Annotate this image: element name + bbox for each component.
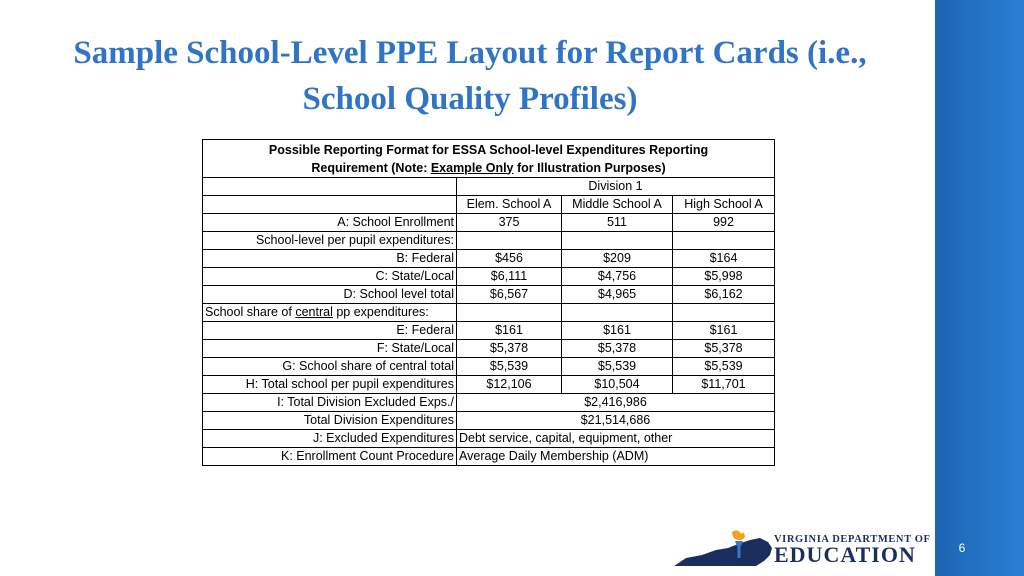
table-row-enrollment: [203, 214, 775, 232]
slide-title-line-2: School Quality Profiles): [302, 81, 638, 117]
cell-value: $5,378: [562, 340, 673, 358]
row-label: B: Federal: [203, 250, 457, 268]
cell-value: $5,378: [673, 340, 775, 358]
central-label-post: pp expenditures:: [332, 305, 429, 319]
blank-cell: [203, 196, 457, 214]
cell-value: $456: [457, 250, 562, 268]
table-row-central-heading: [203, 304, 775, 322]
cell-value: $161: [457, 322, 562, 340]
table-header-line-2-post: for Illustration Purposes): [513, 160, 666, 175]
cell-value: $11,701: [673, 376, 775, 394]
logo-text-top: VIRGINIA DEPARTMENT OF: [774, 534, 931, 545]
table-row-central-state: [203, 340, 775, 358]
cell-value: $5,378: [457, 340, 562, 358]
table-header-line-2-underlined: Example Only: [430, 160, 514, 175]
row-label: E: Federal: [203, 322, 457, 340]
cell-value: $5,539: [562, 358, 673, 376]
cell-value: $5,539: [673, 358, 775, 376]
table-row-division-exps: [203, 412, 775, 430]
cell-value: $164: [673, 250, 775, 268]
cell-value: $6,162: [673, 286, 775, 304]
cell-value: Average Daily Membership (ADM): [457, 448, 775, 466]
row-label: C: State/Local: [203, 268, 457, 286]
table-row-total-pp: [203, 376, 775, 394]
row-label: [203, 304, 457, 322]
table-row-school-total: [203, 286, 775, 304]
central-label-underlined: central: [295, 305, 333, 319]
cell-value: $2,416,986: [457, 394, 775, 412]
virginia-state-torch-icon: [672, 528, 776, 568]
cell-value: $12,106: [457, 376, 562, 394]
row-label: School-level per pupil expenditures:: [203, 232, 457, 250]
row-label: J: Excluded Expenditures: [203, 430, 457, 448]
cell-value: 992: [673, 214, 775, 232]
slide-title: [30, 30, 910, 122]
cell-value: $6,567: [457, 286, 562, 304]
slide-title-line-1: Sample School-Level PPE Layout for Report Cards (i.e.,: [73, 35, 867, 71]
row-label: D: School level total: [203, 286, 457, 304]
table-row-excluded-exps: [203, 394, 775, 412]
cell-value: $5,998: [673, 268, 775, 286]
cell-value: Debt service, capital, equipment, other: [457, 430, 775, 448]
division-cell: Division 1: [457, 178, 775, 196]
ppe-table: [202, 139, 775, 466]
row-label: K: Enrollment Count Procedure: [203, 448, 457, 466]
table-header-line-2-pre: Requirement (Note:: [311, 160, 431, 175]
table-header-line-1: Possible Reporting Format for ESSA School-level Expenditures Reporting: [268, 142, 709, 157]
cell-value: 511: [562, 214, 673, 232]
blank-cell: [673, 232, 775, 250]
row-label: A: School Enrollment: [203, 214, 457, 232]
blank-cell: [562, 304, 673, 322]
cell-value: $4,965: [562, 286, 673, 304]
blank-cell: [457, 304, 562, 322]
table-row-central-federal: [203, 322, 775, 340]
cell-value: $10,504: [562, 376, 673, 394]
table-row-enrollment-procedure: [203, 448, 775, 466]
table-header-row: [203, 140, 775, 178]
table-row-excluded: [203, 430, 775, 448]
table-row-schools: [203, 196, 775, 214]
row-label: G: School share of central total: [203, 358, 457, 376]
cell-value: $209: [562, 250, 673, 268]
table-header: [203, 140, 775, 178]
blank-cell: [457, 232, 562, 250]
cell-value: $161: [673, 322, 775, 340]
cell-value: $4,756: [562, 268, 673, 286]
row-label: F: State/Local: [203, 340, 457, 358]
cell-value: 375: [457, 214, 562, 232]
cell-value: $161: [562, 322, 673, 340]
table-row-central-total: [203, 358, 775, 376]
cell-value: $6,111: [457, 268, 562, 286]
row-label: Total Division Expenditures: [203, 412, 457, 430]
cell-value: $21,514,686: [457, 412, 775, 430]
table-row-school-level-heading: [203, 232, 775, 250]
cell-value: $5,539: [457, 358, 562, 376]
right-sidebar: [935, 0, 1024, 576]
school-name-elem: Elem. School A: [457, 196, 562, 214]
page-number: 6: [958, 541, 966, 555]
blank-cell: [203, 178, 457, 196]
central-label-pre: School share of: [205, 305, 296, 319]
blank-cell: [562, 232, 673, 250]
school-name-middle: Middle School A: [562, 196, 673, 214]
logo-text-bottom: EDUCATION: [774, 542, 916, 567]
school-name-high: High School A: [673, 196, 775, 214]
row-label: H: Total school per pupil expenditures: [203, 376, 457, 394]
table-row-division: [203, 178, 775, 196]
table-row-federal: [203, 250, 775, 268]
table-row-state-local: [203, 268, 775, 286]
blank-cell: [673, 304, 775, 322]
vdoe-logo: [672, 528, 930, 568]
row-label: I: Total Division Excluded Exps./: [203, 394, 457, 412]
